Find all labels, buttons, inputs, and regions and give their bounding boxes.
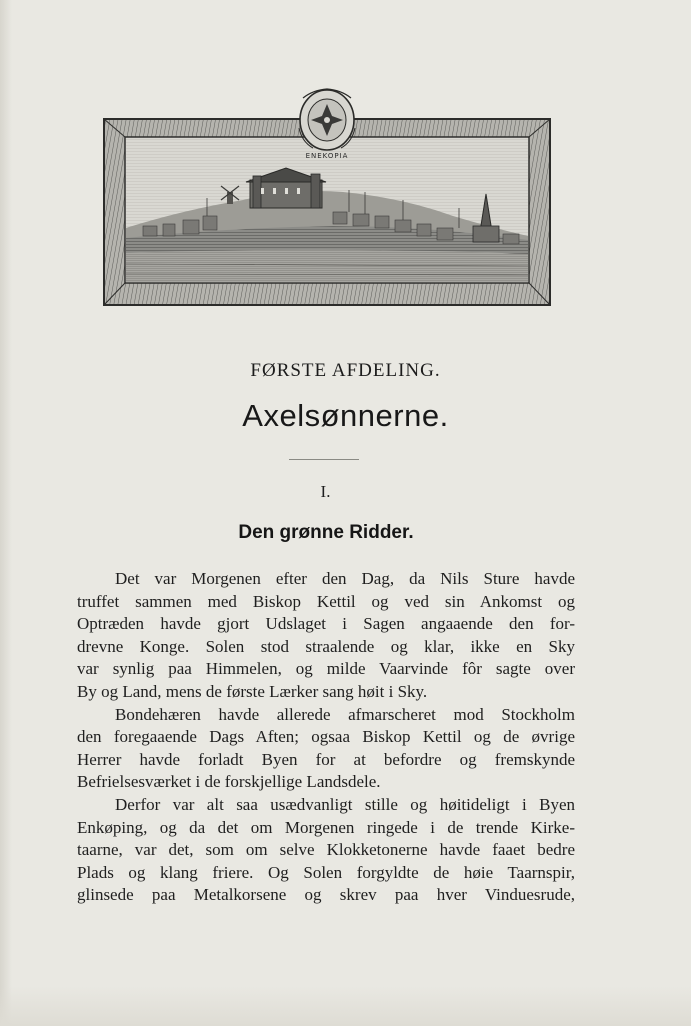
section-heading: FØRSTE AFDELING.	[250, 360, 441, 381]
seal-lettering: ENEKOPIA	[305, 152, 349, 160]
text-line: Optræden havde gjort Udslaget i Sagen angaaende den for-	[77, 614, 575, 634]
text-line: drevne Konge. Solen stod straalende og klar, ikke en Sky	[77, 636, 575, 656]
paragraph	[77, 794, 575, 907]
chapter-title: Den grønne Ridder.	[238, 522, 414, 543]
text-line: truffet sammen med Biskop Kettil og ved sin Ankomst og	[77, 591, 575, 611]
text-line: Herrer havde forladt Byen for at befordre og fremskynde	[77, 749, 575, 769]
text-line: Det var Morgenen efter den Dag, da Nils Sture havde	[115, 569, 575, 588]
part-title: Axelsønnerne.	[242, 398, 449, 433]
text-line: Enkøping, og da det om Morgenen ringede i de trende Kirke-	[77, 817, 575, 837]
text-line: Bondehæren havde allerede afmarscheret mod Stockholm	[115, 704, 575, 724]
text-line: glinsede paa Metalkorsene og skrev paa hver Vinduesrude,	[77, 885, 575, 905]
text-line: Plads og klang friere. Og Solen forgyldte de høie Taarnspir,	[77, 862, 575, 882]
page-bottom-shade	[0, 986, 691, 1026]
page-edge-shadow	[0, 0, 12, 1026]
text-line: By og Land, mens de første Lærker sang høit i Sky.	[77, 681, 428, 701]
text-line: taarne, var det, som om selve Klokketonerne havde faaet bedre	[77, 840, 575, 860]
text-line: Derfor var alt saa usædvanligt stille og høitideligt i Byen	[115, 794, 575, 814]
body-text	[77, 568, 575, 907]
paragraph	[77, 704, 575, 794]
chapter-number: I.	[320, 482, 331, 501]
town-illustration	[103, 88, 551, 306]
text-line: var synlig paa Himmelen, og milde Vaarvinde fôr sagte over	[77, 659, 575, 679]
text-line: den foregaaende Dags Aften; ogsaa Biskop Kettil og de øvrige	[77, 727, 575, 747]
divider-rule	[289, 459, 359, 460]
paragraph	[77, 568, 575, 704]
text-line: Befrielsesværket i de forskjellige Landsdele.	[77, 772, 381, 792]
